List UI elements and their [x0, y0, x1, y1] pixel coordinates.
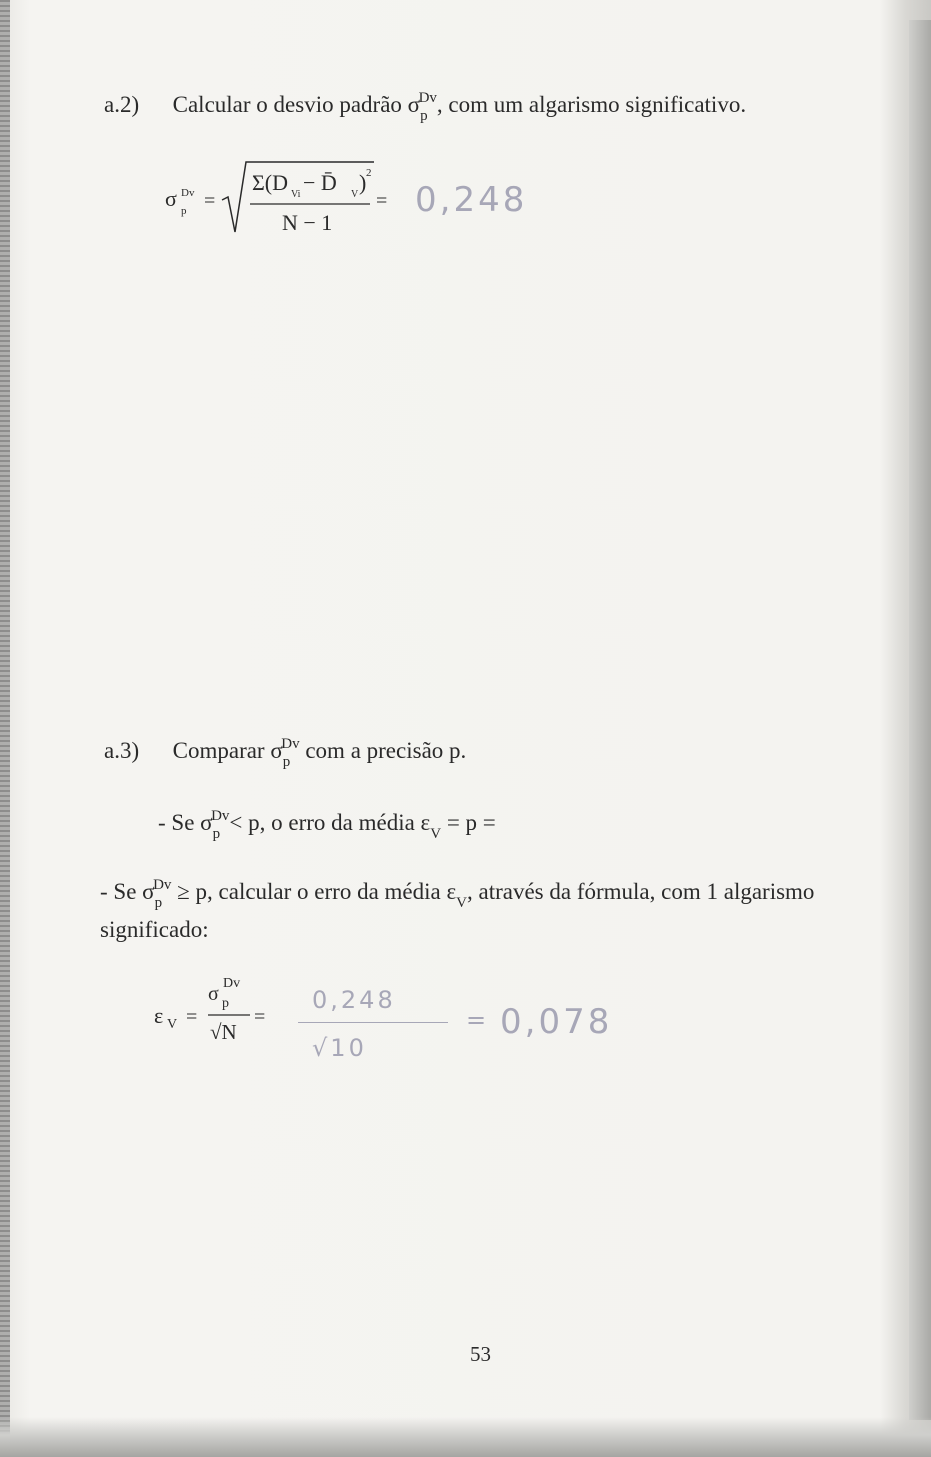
handwritten-denominator: √10 [312, 1034, 367, 1062]
rule2-sup: Dv [153, 877, 172, 893]
section-a2-text-before: Calcular o desvio padrão σ [172, 92, 421, 117]
page-binding-edge [0, 0, 10, 1457]
formula1-equals: = [204, 190, 216, 212]
formula2-eps-sub: V [167, 1017, 178, 1032]
section-a3-text-after: com a precisão p. [299, 738, 467, 763]
rule2-prefix: - Se σ [100, 879, 155, 904]
formula2-equals2: = [254, 1006, 266, 1028]
formula2-num-sup: Dv [223, 976, 241, 991]
rule1-sup: Dv [211, 808, 230, 824]
formula1-num-sub2: V [351, 189, 359, 200]
formula1-num-sub: Vi [291, 189, 301, 200]
page-bottom-edge [0, 1417, 931, 1457]
section-a3-heading [104, 736, 467, 770]
handwritten-mean-error-result: 0,078 [500, 1002, 613, 1042]
rule1-prefix: - Se σ [158, 810, 213, 835]
formula1-num-close: ) [359, 170, 367, 195]
section-a2-heading [104, 90, 747, 124]
section-a3-label: a.3) [104, 738, 140, 763]
section-a2-label: a.2) [104, 92, 140, 117]
rule2-text: ≥ p, calcular o erro da média ε [171, 879, 457, 904]
formula1-num-minus: − D̄ [303, 170, 337, 195]
formula1-denominator: N − 1 [282, 210, 333, 235]
formula2-epsilon: ε [154, 1003, 164, 1028]
formula1-equals2: = [376, 190, 388, 212]
rule-greater-equal-precision [100, 877, 815, 911]
formula1-sigma: σ [165, 186, 177, 211]
formula2-equals: = [186, 1006, 198, 1028]
formula2-denominator: √N [210, 1020, 237, 1044]
formula2-num-sigma: σ [208, 983, 219, 1005]
section-a2-sub: p [420, 108, 428, 124]
mean-error-formula [150, 965, 290, 1050]
page-number: 53 [470, 1342, 491, 1366]
formula2-num-sub: p [222, 996, 229, 1011]
section-a2-text-after: , com um algarismo significativo. [436, 92, 747, 117]
formula1-num-sup: 2 [366, 167, 372, 179]
formula1-sup: Dv [181, 187, 195, 199]
rule2-sub: p [154, 895, 163, 911]
handwritten-std-dev-answer: 0,248 [415, 180, 528, 220]
rule-less-than-precision [158, 808, 496, 842]
formula1-sub: p [181, 205, 187, 217]
section-a3-sup: Dv [281, 736, 300, 752]
handwritten-fraction-bar [298, 1022, 448, 1023]
handwritten-equals: = [466, 1006, 490, 1034]
rule1-sub: p [212, 826, 221, 842]
section-a2-sup: Dv [418, 90, 437, 106]
rule1-text: < p, o erro da média ε [229, 810, 431, 835]
page-right-edge [909, 20, 931, 1420]
formula1-numerator: Σ(D [252, 170, 289, 195]
rule2-line2: significado: [100, 917, 209, 942]
rule2-suffix: , através da fórmula, com 1 algarismo [467, 879, 815, 904]
rule1-suffix: = p = [441, 810, 496, 835]
section-a3-text-before: Comparar σ [172, 738, 283, 763]
rule2-eps-sub: V [456, 895, 467, 911]
handwritten-numerator: 0,248 [312, 986, 396, 1014]
rule1-eps-sub: V [430, 826, 442, 842]
section-a3-sub: p [282, 754, 291, 770]
